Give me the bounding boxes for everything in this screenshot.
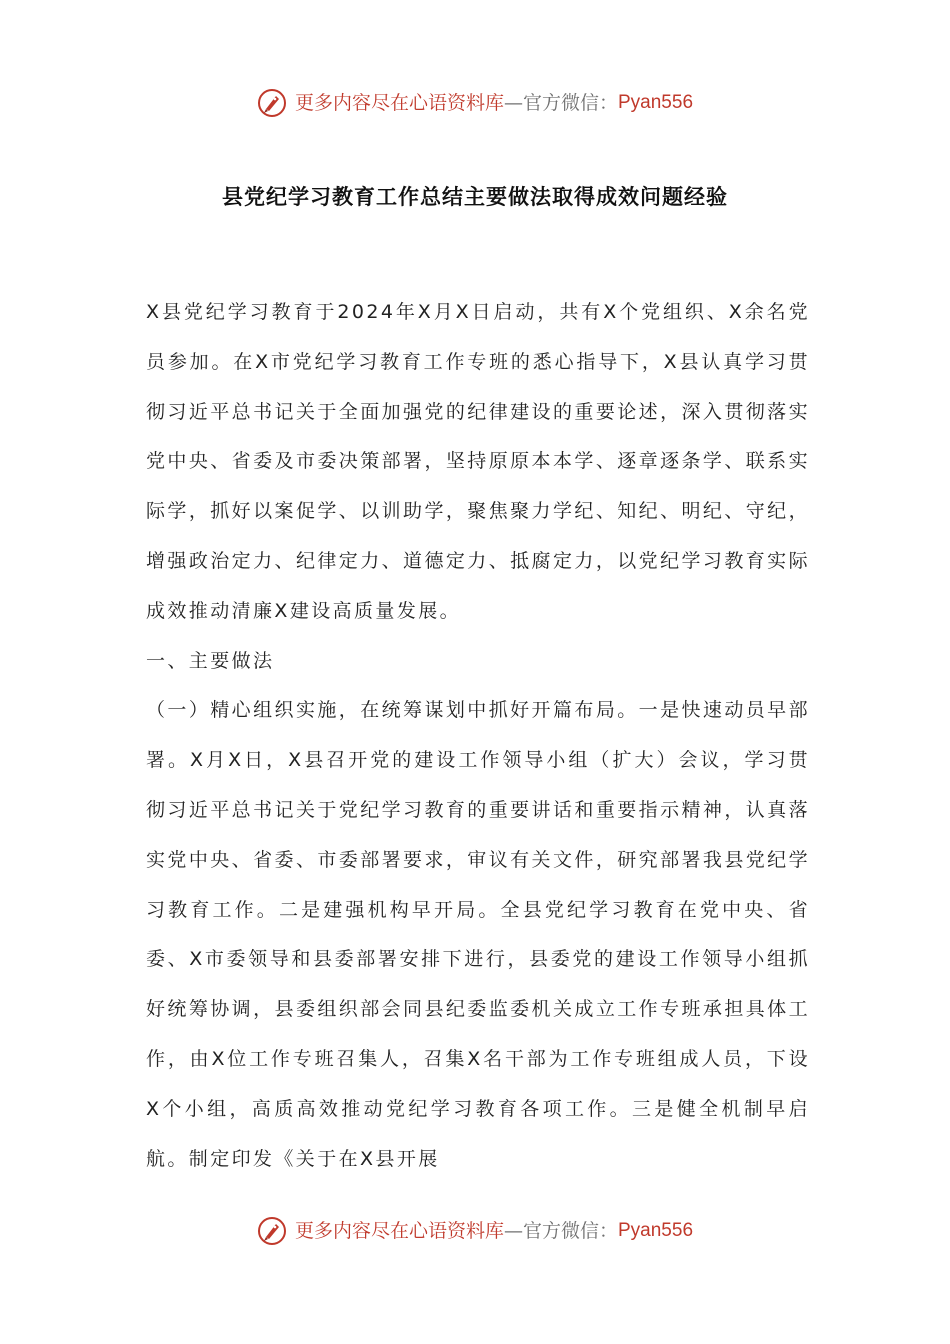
watermark-text [295, 1216, 693, 1246]
document-body [146, 288, 810, 1184]
watermark-brand: 更多内容尽在心语资料库 [294, 92, 504, 114]
section-heading: 一、主要做法 [146, 649, 275, 672]
watermark-wechat-label: 官方微信： [522, 92, 618, 114]
intro-paragraph: X县党纪学习教育于2024年X月X日启动，共有X个党组织、X余名党员参加。在X市党纪学习教育工作专班的悉心指导下，X县认真学习贯彻习近平总书记关于全面加强党的纪律建设的重要论述，深入贯彻落实党中央、省委及市委决策部署，坚持原原本本学、逐章逐条学、联系实际学，抓好以案促学、以训助学，聚焦聚力学纪、知纪、明纪、守纪，增强政治定力、纪律定力、道德定力、抵腐定力，以党纪学习教育实际成效推动清廉X建设高质量发展。 [146, 301, 810, 622]
pen-nib-logo-icon [257, 88, 287, 118]
section-paragraph: （一）精心组织实施，在统筹谋划中抓好开篇布局。一是快速动员早部署。X月X日，X县召开党的建设工作领导小组（扩大）会议，学习贯彻习近平总书记关于党纪学习教育的重要讲话和重要指示精神，认真落实党中央、省委、市委部署要求，审议有关文件，研究部署我县党纪学习教育工作。二是建强机构早开局。全县党纪学习教育在党中央、省委、X市委领导和县委部署安排下进行，县委党的建设工作领导小组抓好统筹协调，县委组织部会同县纪委监委机关成立工作专班承担具体工作，由X位工作专班召集人，召集X名干部为工作专班组成人员，下设X个小组，高质高效推动党纪学习教育各项工作。三是健全机制早启航。制定印发《关于在X县开展 [146, 699, 810, 1170]
pen-nib-logo-icon [257, 1216, 287, 1246]
header-watermark [0, 88, 950, 118]
footer-watermark [0, 1216, 950, 1246]
watermark-wechat-id: Pyan556 [618, 1220, 694, 1241]
watermark-text [295, 88, 693, 118]
watermark-dash: — [503, 92, 523, 114]
watermark-wechat-id: Pyan556 [618, 92, 694, 113]
watermark-dash: — [503, 1220, 523, 1242]
watermark-wechat-label: 官方微信： [522, 1220, 618, 1242]
document-title: 县党纪学习教育工作总结主要做法取得成效问题经验 [222, 185, 728, 209]
watermark-brand: 更多内容尽在心语资料库 [294, 1220, 504, 1242]
